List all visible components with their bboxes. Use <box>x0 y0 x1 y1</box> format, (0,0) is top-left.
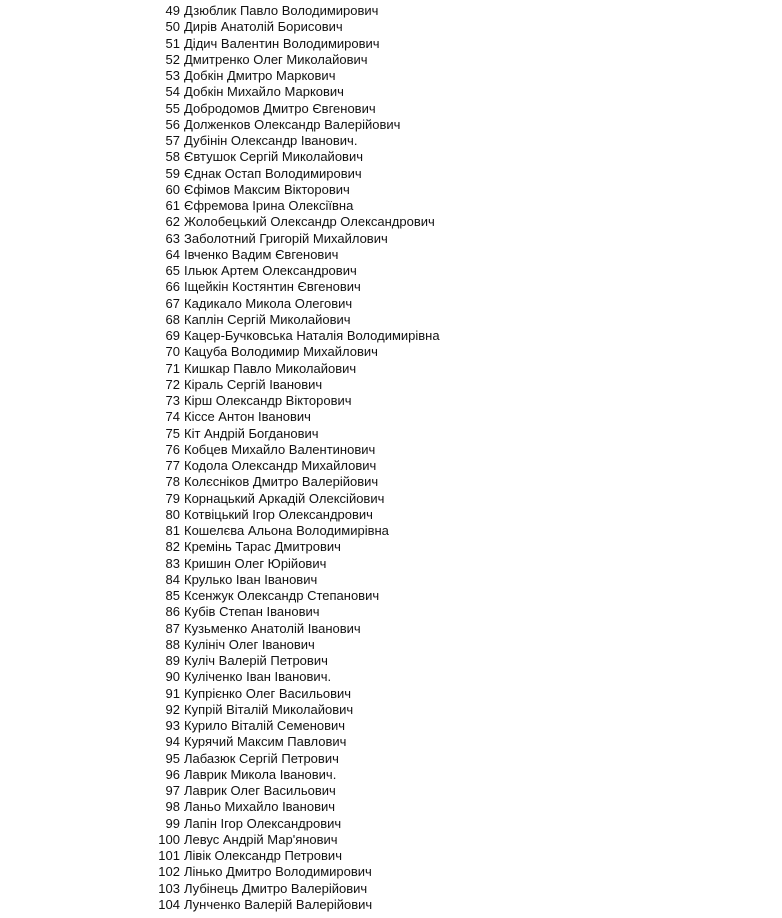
list-item-number: 84 <box>165 571 180 587</box>
list-item-number: 89 <box>165 653 180 668</box>
list-item-number: 76 <box>165 441 180 457</box>
list-item-number: 58 <box>165 149 180 165</box>
list-item <box>150 832 440 848</box>
list-item <box>150 263 440 279</box>
list-item-name: Ксенжук Олександр Степанович <box>184 588 380 603</box>
list-item-name: Єфремова Ірина Олексіївна <box>184 198 354 213</box>
list-item-number: 104 <box>158 896 180 912</box>
list-item-name: Дідич Валентин Володимирович <box>184 35 380 51</box>
list-item <box>150 799 440 815</box>
list-item-name: Дубінін Олександр Іванович. <box>184 133 358 148</box>
list-item-number: 52 <box>165 51 180 67</box>
list-item-name: Кадикало Микола Олегович <box>184 295 353 311</box>
list-item-name: Курило Віталій Семенович <box>184 718 346 733</box>
list-item-name: Кобцев Михайло Валентинович <box>184 441 376 457</box>
list-item-number: 101 <box>158 848 180 863</box>
list-item-number: 61 <box>165 198 180 213</box>
list-item <box>150 588 440 604</box>
list-item <box>150 718 440 734</box>
list-item-name: Кишкар Павло Миколайович <box>184 360 357 376</box>
list-item <box>150 231 440 247</box>
list-item <box>150 507 440 523</box>
list-item <box>150 816 440 832</box>
list-item <box>150 491 440 507</box>
list-item-number: 54 <box>165 84 180 100</box>
list-item <box>150 68 440 84</box>
list-item-name: Дмитренко Олег Миколайович <box>184 51 368 67</box>
list-item-number: 91 <box>165 685 180 701</box>
list-item-name: Крулько Іван Іванович <box>184 571 318 587</box>
list-item-name: Кіраль Сергій Іванович <box>184 376 323 392</box>
list-item-name: Дзюблик Павло Володимирович <box>184 3 379 18</box>
list-item-number: 81 <box>165 523 180 538</box>
list-item-number: 100 <box>158 831 180 847</box>
list-item <box>150 621 440 637</box>
list-item <box>150 572 440 588</box>
list-item-name: Кодола Олександр Михайлович <box>184 458 377 473</box>
list-item-number: 98 <box>165 799 180 815</box>
list-item-number: 65 <box>165 263 180 278</box>
list-item-name: Лаврик Олег Васильович <box>184 783 336 798</box>
list-item <box>150 767 440 783</box>
list-item-number: 59 <box>165 165 180 181</box>
list-item-number: 57 <box>165 133 180 148</box>
list-item-number: 51 <box>165 35 180 51</box>
list-item-number: 50 <box>165 19 180 35</box>
list-item-number: 56 <box>165 116 180 132</box>
list-item <box>150 523 440 539</box>
list-item-name: Кришин Олег Юрійович <box>184 555 327 571</box>
list-item-name: Купрієнко Олег Васильович <box>184 685 352 701</box>
list-item-number: 62 <box>165 214 180 230</box>
list-item <box>150 328 440 344</box>
list-item-name: Кацуба Володимир Михайлович <box>184 344 378 360</box>
list-item-number: 75 <box>165 425 180 441</box>
list-item <box>150 19 440 35</box>
list-item-name: Лунченко Валерій Валерійович <box>184 896 373 912</box>
list-item <box>150 101 440 117</box>
list-item-number: 97 <box>165 783 180 798</box>
list-item-number: 95 <box>165 750 180 766</box>
list-item <box>150 864 440 880</box>
list-item <box>150 881 440 897</box>
list-item-name: Жолобецький Олександр Олександрович <box>184 214 435 230</box>
list-item-number: 92 <box>165 701 180 717</box>
list-item <box>150 166 440 182</box>
list-item-number: 90 <box>165 669 180 685</box>
list-item-number: 66 <box>165 279 180 295</box>
list-item-number: 73 <box>165 393 180 408</box>
list-item-number: 63 <box>165 230 180 246</box>
list-item <box>150 133 440 149</box>
list-item-number: 53 <box>165 68 180 83</box>
list-item <box>150 848 440 864</box>
list-item <box>150 312 440 328</box>
list-item-number: 99 <box>165 815 180 831</box>
list-item-number: 102 <box>158 864 180 880</box>
list-item <box>150 604 440 620</box>
list-item <box>150 474 440 490</box>
deputy-name-list <box>150 3 440 913</box>
list-item <box>150 198 440 214</box>
list-item <box>150 702 440 718</box>
list-item <box>150 751 440 767</box>
list-item <box>150 247 440 263</box>
list-item <box>150 637 440 653</box>
list-item-name: Курячий Максим Павлович <box>184 734 347 750</box>
list-item-number: 70 <box>165 344 180 360</box>
list-item-name: Лінько Дмитро Володимирович <box>184 864 372 880</box>
list-item-number: 87 <box>165 620 180 636</box>
list-item <box>150 296 440 312</box>
list-item <box>150 409 440 425</box>
list-item-number: 80 <box>165 506 180 522</box>
list-item-name: Добродомов Дмитро Євгенович <box>184 100 376 116</box>
list-item-name: Кіт Андрій Богданович <box>184 425 319 441</box>
list-item-number: 72 <box>165 376 180 392</box>
list-item-name: Долженков Олександр Валерійович <box>184 116 401 132</box>
list-item <box>150 377 440 393</box>
list-item <box>150 653 440 669</box>
list-item <box>150 897 440 913</box>
list-item-number: 78 <box>165 474 180 490</box>
list-item-number: 88 <box>165 636 180 652</box>
list-item-name: Кіссе Антон Іванович <box>184 409 311 425</box>
list-item-number: 49 <box>165 3 180 18</box>
list-item-number: 55 <box>165 100 180 116</box>
list-item <box>150 149 440 165</box>
list-item-number: 103 <box>158 880 180 896</box>
list-item-name: Дирів Анатолій Борисович <box>184 19 343 35</box>
list-item-name: Корнацький Аркадій Олексійович <box>184 490 385 506</box>
list-item-name: Єфімов Максим Вікторович <box>184 181 350 197</box>
list-item <box>150 279 440 295</box>
list-item-name: Кремінь Тарас Дмитрович <box>184 539 341 555</box>
list-item-name: Кубів Степан Іванович <box>184 604 320 620</box>
list-item-number: 64 <box>165 246 180 262</box>
list-item <box>150 3 440 19</box>
list-item-name: Котвіцький Ігор Олександрович <box>184 506 373 522</box>
list-item <box>150 214 440 230</box>
list-item-name: Лівік Олександр Петрович <box>184 848 342 863</box>
list-item-number: 69 <box>165 328 180 343</box>
list-item <box>150 556 440 572</box>
list-item <box>150 458 440 474</box>
list-item-name: Добкін Дмитро Маркович <box>184 68 336 83</box>
list-item-name: Кірш Олександр Вікторович <box>184 393 352 408</box>
list-item-number: 85 <box>165 588 180 603</box>
list-item <box>150 734 440 750</box>
list-item <box>150 52 440 68</box>
list-item-number: 60 <box>165 181 180 197</box>
list-item-number: 93 <box>165 718 180 733</box>
list-item-number: 77 <box>165 458 180 473</box>
list-item <box>150 84 440 100</box>
list-item <box>150 442 440 458</box>
list-item-name: Єднак Остап Володимирович <box>184 165 362 181</box>
list-item-name: Кацер-Бучковська Наталія Володимирівна <box>184 328 440 343</box>
list-item-number: 71 <box>165 360 180 376</box>
list-item-name: Ільюк Артем Олександрович <box>184 263 357 278</box>
list-item-name: Ланьо Михайло Іванович <box>184 799 336 815</box>
list-item-name: Куліч Валерій Петрович <box>184 653 328 668</box>
list-item-name: Куліченко Іван Іванович. <box>184 669 332 685</box>
list-item <box>150 182 440 198</box>
list-item-name: Кулініч Олег Іванович <box>184 636 315 652</box>
list-item-name: Лубінець Дмитро Валерійович <box>184 880 368 896</box>
list-item-name: Кузьменко Анатолій Іванович <box>184 620 361 636</box>
list-item-number: 68 <box>165 311 180 327</box>
list-item-name: Колєсніков Дмитро Валерійович <box>184 474 379 490</box>
list-item-name: Каплін Сергій Миколайович <box>184 311 351 327</box>
list-item-name: Добкін Михайло Маркович <box>184 84 344 100</box>
list-item <box>150 669 440 685</box>
list-item-name: Іщейкін Костянтин Євгенович <box>184 279 361 295</box>
list-item-number: 86 <box>165 604 180 620</box>
list-item-number: 74 <box>165 409 180 425</box>
list-item-name: Купрій Віталій Миколайович <box>184 701 354 717</box>
list-item <box>150 361 440 377</box>
list-item-number: 67 <box>165 295 180 311</box>
list-item <box>150 686 440 702</box>
list-item-name: Лаврик Микола Іванович. <box>184 766 337 782</box>
list-item-number: 94 <box>165 734 180 750</box>
list-item-name: Заболотний Григорій Михайлович <box>184 230 388 246</box>
list-item <box>150 393 440 409</box>
list-item <box>150 36 440 52</box>
list-item-name: Кошелєва Альона Володимирівна <box>184 523 389 538</box>
list-item-name: Левус Андрій Мар'янович <box>184 831 338 847</box>
list-item <box>150 117 440 133</box>
list-item-name: Івченко Вадим Євгенович <box>184 246 339 262</box>
list-item <box>150 539 440 555</box>
list-item <box>150 426 440 442</box>
list-item <box>150 783 440 799</box>
list-item-number: 79 <box>165 490 180 506</box>
list-item-name: Лабазюк Сергій Петрович <box>184 750 339 766</box>
list-item-name: Євтушок Сергій Миколайович <box>184 149 363 165</box>
list-item-name: Лапін Ігор Олександрович <box>184 815 342 831</box>
list-item-number: 83 <box>165 555 180 571</box>
list-item-number: 96 <box>165 766 180 782</box>
list-item <box>150 344 440 360</box>
list-item-number: 82 <box>165 539 180 555</box>
